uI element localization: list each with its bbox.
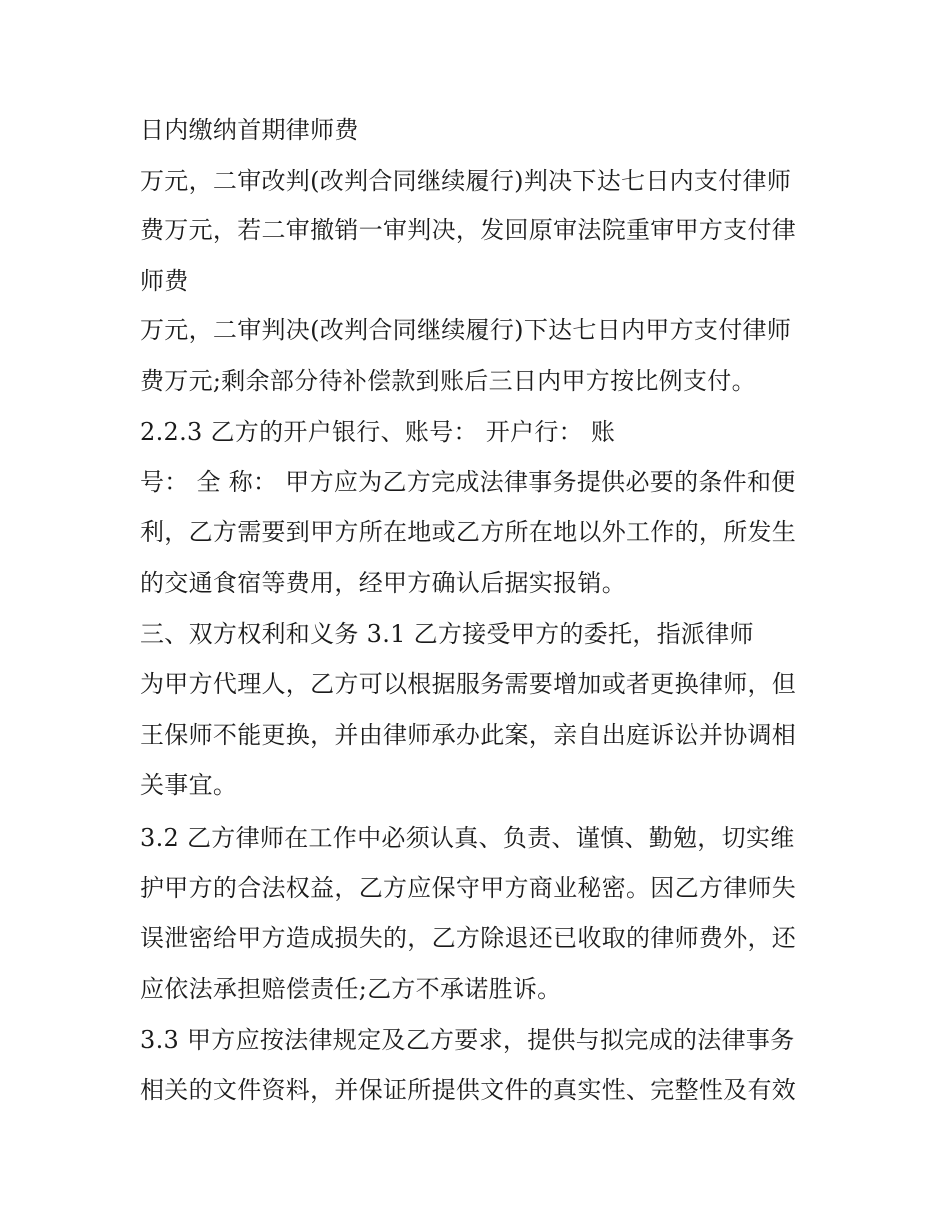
text-line: 王保师不能更换，并由律师承办此案，亲自出庭诉讼并协调相: [140, 721, 797, 749]
text-line: 3.3 甲方应按法律规定及乙方要求，提供与拟完成的法律事务: [140, 1026, 795, 1054]
text-line: 相关的文件资料，并保证所提供文件的真实性、完整性及有效: [140, 1076, 797, 1104]
text-line: 应依法承担赔偿责任;乙方不承诺胜诉。: [140, 975, 562, 1003]
text-line: 为甲方代理人，乙方可以根据服务需要增加或者更换律师，但: [140, 670, 797, 698]
text-line: 号： 全 称： 甲方应为乙方完成法律事务提供必要的条件和便: [140, 468, 796, 496]
text-line: 费万元，若二审撤销一审判决，发回原审法院重审甲方支付律: [140, 216, 797, 244]
text-line: 三、双方权利和义务 3.1 乙方接受甲方的委托，指派律师: [140, 620, 754, 648]
text-line: 师费: [140, 267, 189, 295]
text-line: 万元，二审改判(改判合同继续履行)判决下达七日内支付律师: [140, 167, 792, 195]
text-line: 3.2 乙方律师在工作中必须认真、负责、谨慎、勤勉，切实维: [140, 824, 795, 852]
text-line: 万元，二审判决(改判合同继续履行)下达七日内甲方支付律师: [140, 316, 792, 344]
text-line: 费万元;剩余部分待补偿款到账后三日内甲方按比例支付。: [140, 367, 756, 395]
text-line: 日内缴纳首期律师费: [140, 116, 359, 144]
text-line: 利，乙方需要到甲方所在地或乙方所在地以外工作的，所发生: [140, 518, 797, 546]
text-line: 关事宜。: [140, 771, 238, 799]
text-line: 误泄密给甲方造成损失的，乙方除退还已收取的律师费外，还: [140, 924, 797, 952]
text-line: 护甲方的合法权益，乙方应保守甲方商业秘密。因乙方律师失: [140, 874, 797, 902]
text-line: 2.2.3 乙方的开户银行、账号： 开户行： 账: [140, 418, 616, 446]
text-line: 的交通食宿等费用，经甲方确认后据实报销。: [140, 569, 626, 597]
